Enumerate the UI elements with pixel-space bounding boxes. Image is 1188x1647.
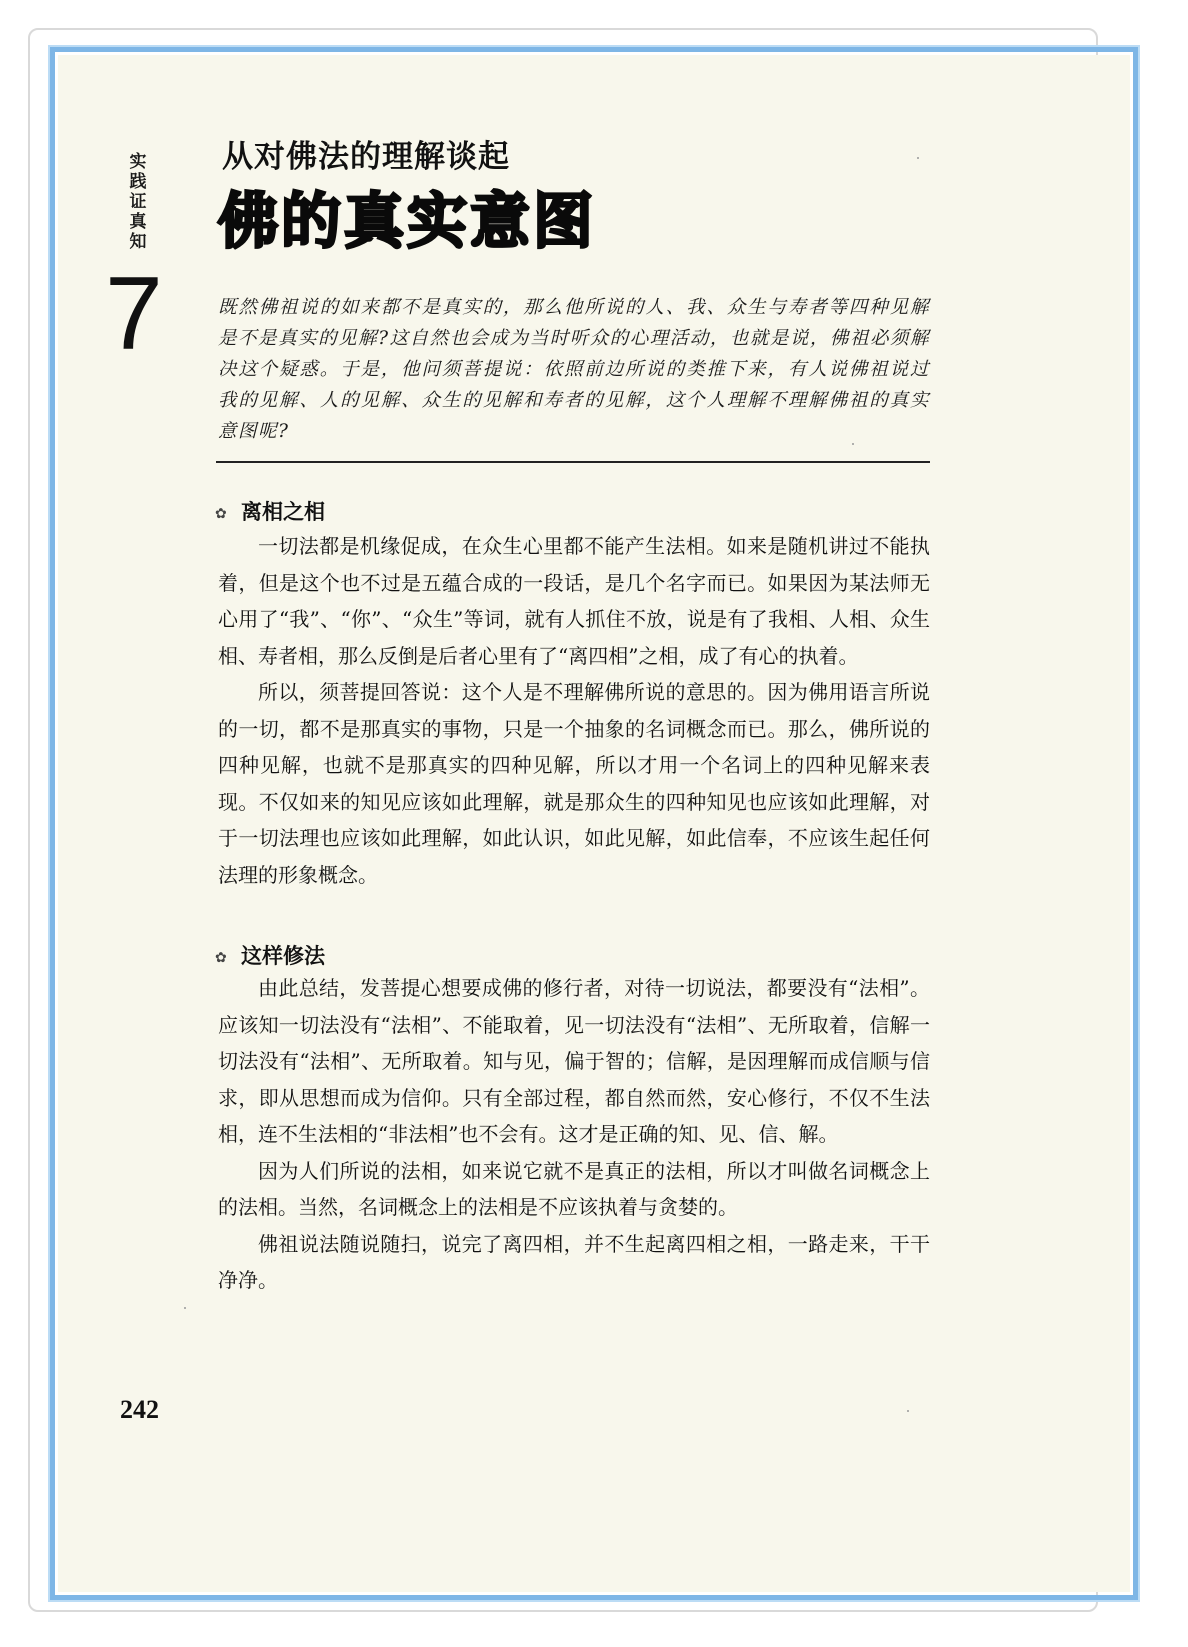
intro-divider	[216, 461, 930, 463]
paragraph: 因为人们所说的法相，如来说它就不是真正的法相，所以才叫做名词概念上的法相。当然，名词概念上的法相是不应该执着与贪婪的。	[218, 1158, 930, 1219]
page-number: 242	[120, 1395, 159, 1424]
paragraph: 一切法都是机缘促成，在众生心里都不能产生法相。如来是随机讲过不能执着，但是这个也不过是五蕴合成的一段话，是几个名字而已。如果因为某法师无心用了“我”、“你”、“众生”等词，就有人抓住不放，说是有了我相、人相、众生相、寿者相，那么反倒是后者心里有了“离四相”之相，成了有心的执着。	[218, 534, 930, 668]
scan-speck	[184, 1307, 186, 1309]
section-heading-text: 离相之相	[241, 500, 325, 524]
scan-speck	[907, 1410, 909, 1412]
section-heading-1	[215, 498, 325, 526]
section-heading-text: 这样修法	[241, 944, 325, 968]
article-intro: 既然佛祖说的如来都不是真实的，那么他所说的人、我、众生与寿者等四种见解是不是真实的见解?这自然也会成为当时听众的心理活动，也就是说，佛祖必须解决这个疑惑。于是，他问须菩提说：依照前边所说的类推下来，有人说佛祖说过我的见解、人的见解、众生的见解和寿者的见解，这个人理解不理解佛祖的真实意图呢?	[218, 297, 930, 442]
running-section-label: 实践证真知	[129, 152, 147, 252]
scan-speck	[917, 157, 919, 159]
scan-speck	[852, 443, 854, 445]
article-title: 佛的真实意图	[218, 187, 596, 257]
paragraph: 佛祖说法随说随扫，说完了离四相，并不生起离四相之相，一路走来，干干净净。	[218, 1231, 930, 1292]
flower-bullet-icon: ✿	[215, 950, 227, 966]
flower-bullet-icon: ✿	[215, 506, 227, 522]
chapter-number: 7	[105, 256, 163, 372]
section-heading-2	[215, 942, 325, 970]
article-subtitle: 从对佛法的理解谈起	[222, 139, 510, 175]
paragraph: 所以，须菩提回答说：这个人是不理解佛所说的意思的。因为佛用语言所说的一切，都不是那真实的事物，只是一个抽象的名词概念而已。那么，佛所说的四种见解，也就不是那真实的四种见解，所以才用一个名词上的四种见解来表现。不仅如来的知见应该如此理解，就是那众生的四种知见也应该如此理解，对于一切法理也应该如此理解，如此认识，如此见解，如此信奉，不应该生起任何法理的形象概念。	[218, 680, 930, 887]
section-body-2	[218, 970, 930, 1299]
paragraph: 由此总结，发菩提心想要成佛的修行者，对待一切说法，都要没有“法相”。应该知一切法没有“法相”、不能取着，见一切法没有“法相”、无所取着，信解一切法没有“法相”、无所取着。知与见，偏于智的；信解，是因理解而成信顺与信求，即从思想而成为信仰。只有全部过程，都自然而然，安心修行，不仅不生法相，连不生法相的“非法相”也不会有。这才是正确的知、见、信、解。	[218, 976, 930, 1146]
section-body-1	[218, 528, 930, 893]
